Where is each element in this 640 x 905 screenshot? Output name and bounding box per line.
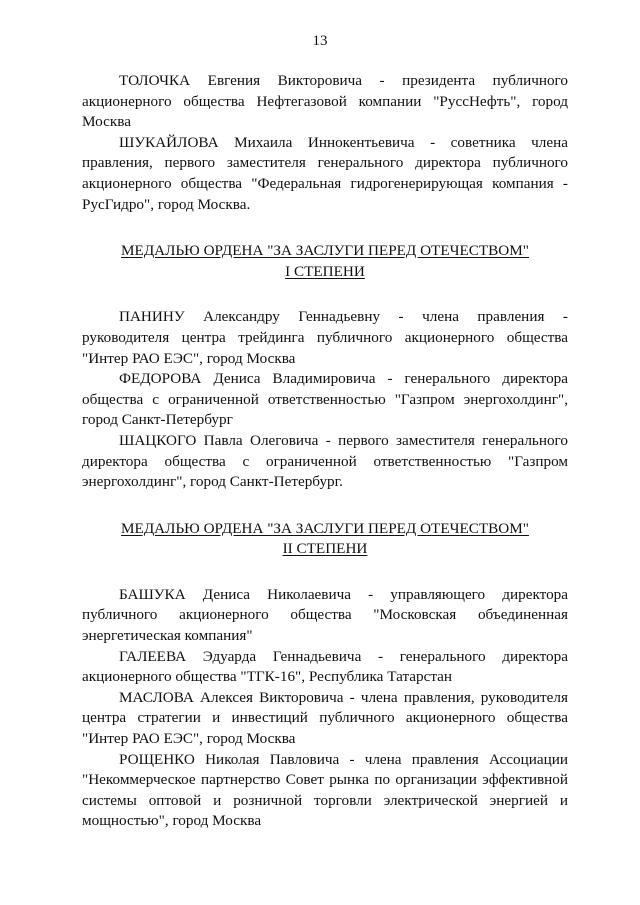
heading-title: МЕДАЛЬЮ ОРДЕНА "ЗА ЗАСЛУГИ ПЕРЕД ОТЕЧЕСТВОМ": [121, 519, 529, 537]
award-entry: МАСЛОВА Алексея Викторовича - члена правления, руководителя центра стратегии и инвестиций публичного акционерного общества "Интер РАО ЕЭС", город Москва: [82, 688, 568, 748]
section-medal-1st-degree: [82, 241, 568, 493]
heading-title: МЕДАЛЬЮ ОРДЕНА "ЗА ЗАСЛУГИ ПЕРЕД ОТЕЧЕСТВОМ": [121, 242, 529, 260]
section-heading: [82, 241, 568, 282]
heading-degree: I СТЕПЕНИ: [285, 262, 365, 280]
award-entry: ТОЛОЧКА Евгения Викторовича - президента публичного акционерного общества Нефтегазовой компании "РуссНефть", город Москва: [82, 72, 568, 131]
award-entry: БАШУКА Дениса Николаевича - управляющего директора публичного акционерного общества "Московская объединенная энергетическая компания": [82, 585, 568, 645]
section-continuation: [82, 71, 568, 215]
award-entry: ШАЦКОГО Павла Олеговича - первого заместителя генерального директора общества с ограниченной ответственностью "Газпром энергохолдинг", город Санкт-Петербург.: [82, 431, 568, 491]
document-body: [82, 71, 568, 832]
award-entry: ФЕДОРОВА Дениса Владимировича - генерального директора общества с ограниченной ответственностью "Газпром энергохолдинг", город Санкт-Петербург: [82, 370, 568, 429]
award-entry: ПАНИНУ Александру Геннадьевну - члена правления - руководителя центра трейдинга публичного акционерного общества "Интер РАО ЕЭС", город Москва: [82, 308, 568, 367]
award-entry: ГАЛЕЕВА Эдуарда Геннадьевича - генерального директора акционерного общества "ТГК-16", Республика Татарстан: [82, 647, 568, 686]
heading-degree: II СТЕПЕНИ: [282, 540, 368, 558]
section-medal-2nd-degree: [82, 519, 568, 832]
page-number: 13: [312, 33, 328, 49]
section-heading: [82, 519, 568, 560]
award-entry: РОЩЕНКО Николая Павловича - члена правления Ассоциации "Некоммерческое партнерство Совет рынка по организации эффективной системы оптовой и розничной торговли электрической энергией и мощностью", город Москва: [82, 750, 568, 830]
award-entry: ШУКАЙЛОВА Михаила Иннокентьевича - советника члена правления, первого заместителя генерального директора публичного акционерного общества "Федеральная гидрогенерирующая компания - РусГидро", город Москва.: [82, 133, 568, 213]
